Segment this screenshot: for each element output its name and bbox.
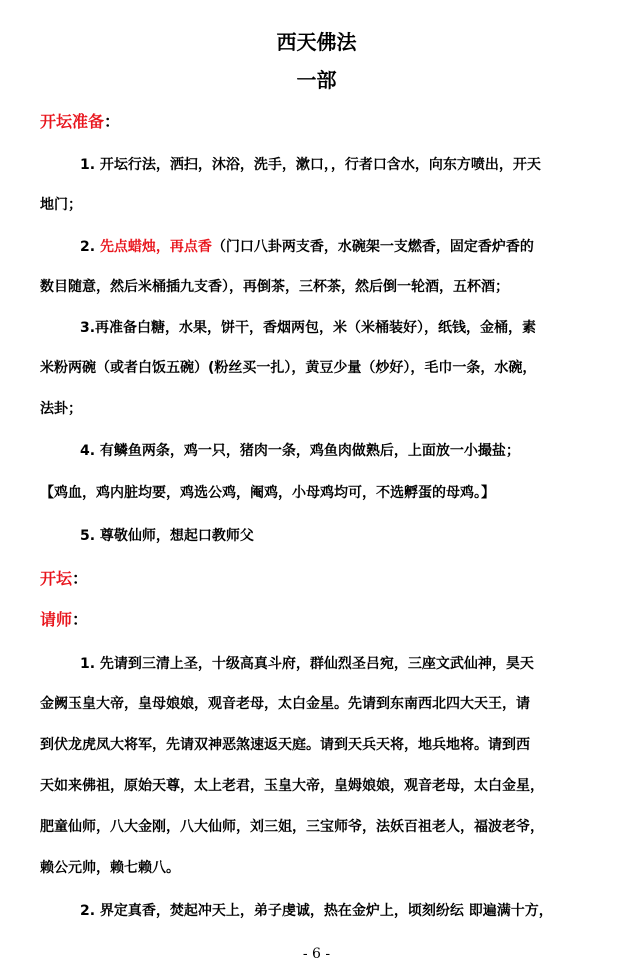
paragraph-line: 2. 界定真香，焚起冲天上，弟子虔诚，热在金炉上，顷刻纷纭 即遍满十方， xyxy=(80,903,553,919)
section-heading-invite xyxy=(40,610,88,630)
page-title: 西天佛法 xyxy=(276,30,357,54)
section-heading-invite-text: 请师 xyxy=(40,610,73,629)
paragraph-line: 4. 有鳞鱼两条，鸡一只，猪肉一条，鸡鱼肉做熟后，上面放一小撮盐； xyxy=(80,443,520,459)
paragraph-line: 数目随意，然后米桶插九支香），再倒茶，三杯茶，然后倒一轮酒，五杯酒； xyxy=(40,279,509,295)
item-number: 2. xyxy=(80,239,100,255)
paragraph-line: 金阙玉皇大帝，皇母娘娘，观音老母，太白金星。先请到东南西北四大天王，请 xyxy=(40,696,530,712)
paragraph-line: 赖公元帅，赖七赖八。 xyxy=(40,860,180,876)
paragraph-line: 到伏龙虎凤大将军，先请双神恶煞速返天庭。请到天兵天将，地兵地将。请到西 xyxy=(40,737,530,753)
paragraph-line: 肥童仙师，八大金刚，八大仙师，刘三姐，三宝师爷，法妖百祖老人，福波老爷， xyxy=(40,819,544,835)
section-heading-open-text: 开坛 xyxy=(40,569,73,588)
paragraph-line xyxy=(80,237,600,257)
highlighted-text: 先点蜡烛，再点香 xyxy=(99,239,212,255)
section-heading-open xyxy=(40,569,88,589)
section-heading-prep-text: 开坛准备 xyxy=(40,112,105,131)
paragraph-line: 天如来佛祖，原始天尊，太上老君，玉皇大帝，皇姆娘娘，观音老母，太白金星， xyxy=(40,778,544,794)
paragraph-line: 1. 开坛行法，洒扫，沐浴，洗手，漱口，，行者口含水，向东方喷出，开天 xyxy=(80,157,541,173)
paragraph-line: 1. 先请到三清上圣，十级高真斗府，群仙烈圣吕宛，三座文武仙神，昊天 xyxy=(80,656,534,672)
page-subtitle: 一部 xyxy=(296,68,337,92)
section-heading-prep xyxy=(40,112,120,132)
heading-colon: ： xyxy=(104,112,121,131)
item-text: （门口八卦两支香，水碗架一支燃香，固定香炉香的 xyxy=(211,239,534,255)
paragraph-line: 米粉两碗（或者白饭五碗）(粉丝买一扎），黄豆少量（炒好），毛巾一条，水碗， xyxy=(40,360,537,376)
paragraph-line: 3.再准备白糖，水果，饼干，香烟两包，米（米桶装好），纸钱，金桶，素 xyxy=(80,320,537,336)
paragraph-line: 地门； xyxy=(40,197,82,213)
paragraph-line: 法卦； xyxy=(40,401,82,417)
paragraph-line: 5. 尊敬仙师，想起口教师父 xyxy=(80,528,254,544)
page-number: - 6 - xyxy=(302,946,331,962)
paragraph-line: 【鸡血，鸡内脏均要，鸡选公鸡，阉鸡，小母鸡均可，不选孵蛋的母鸡。】 xyxy=(40,485,495,501)
heading-colon: ： xyxy=(72,610,89,629)
heading-colon: ： xyxy=(72,569,89,588)
